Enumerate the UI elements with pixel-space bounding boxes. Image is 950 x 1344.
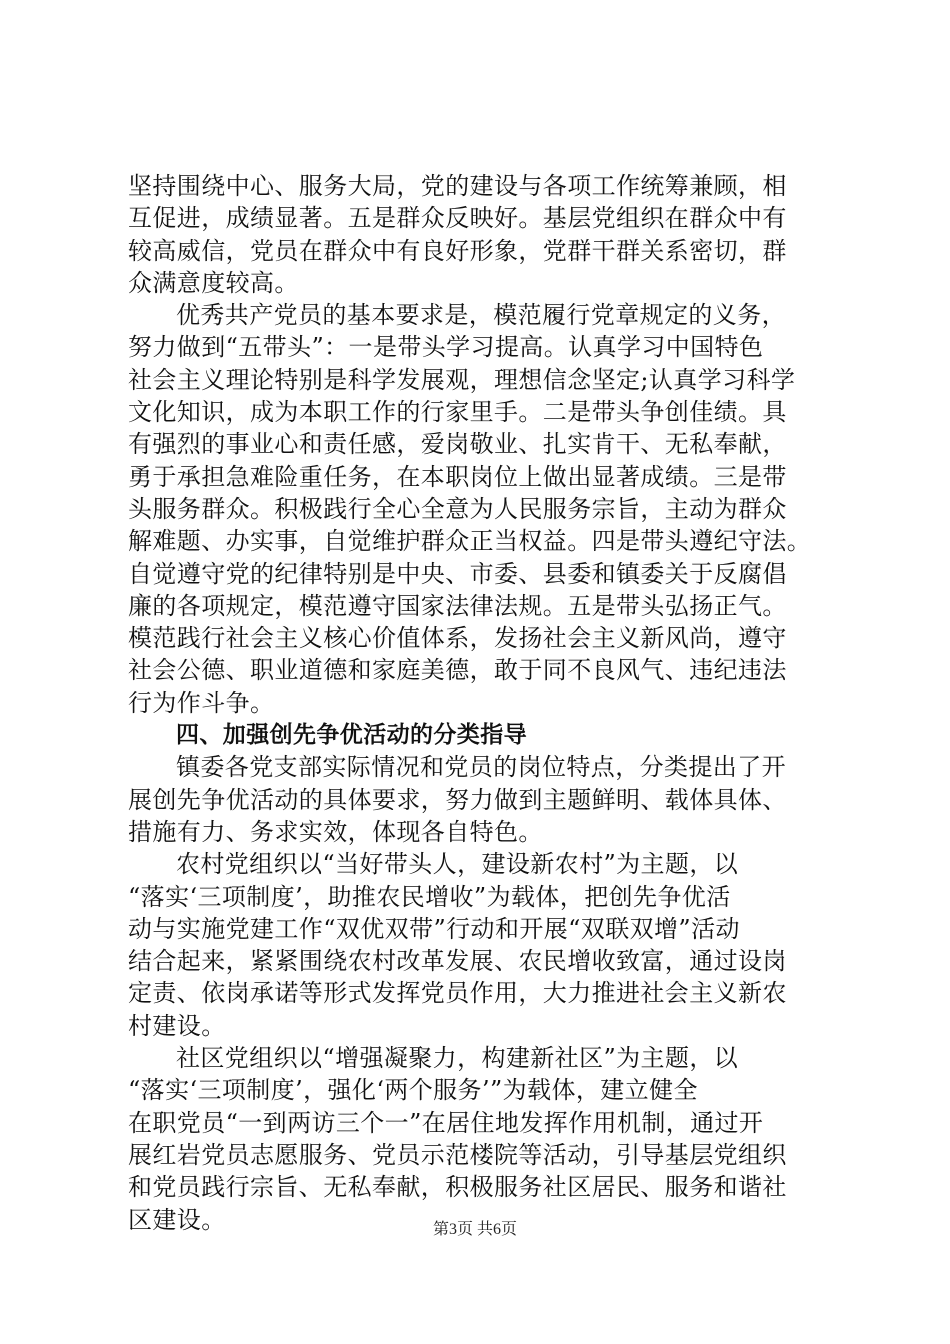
text-line: “落实‘三项制度’，助推农民增收”为载体，把创先争优活 — [128, 882, 731, 911]
text-line: 村建设。 — [128, 1011, 226, 1040]
text-line: 镇委各党支部实际情况和党员的岗位特点，分类提出了开 — [176, 753, 786, 782]
text-line: 头服务群众。积极践行全心全意为人民服务宗旨，主动为群众 — [128, 494, 787, 523]
text-line: 自觉遵守党的纪律特别是中央、市委、县委和镇委关于反腐倡 — [128, 559, 787, 588]
text-line: 结合起来，紧紧围绕农村改革发展、农民增收致富，通过设岗 — [128, 947, 787, 976]
text-line: 社会公德、职业道德和家庭美德，敢于同不良风气、违纪违法 — [128, 656, 787, 685]
text-line: 区建设。 — [128, 1205, 226, 1234]
text-line: 展红岩党员志愿服务、党员示范楼院等活动，引导基层党组织 — [128, 1140, 787, 1169]
text-line: 社会主义理论特别是科学发展观，理想信念坚定;认真学习科学 — [128, 365, 796, 394]
document-body — [128, 170, 840, 1236]
text-line: 文化知识，成为本职工作的行家里手。二是带头争创佳绩。具 — [128, 398, 787, 427]
text-line: 在职党员“一到两访三个一”在居住地发挥作用机制，通过开 — [128, 1108, 764, 1137]
text-line: 互促进，成绩显著。五是群众反映好。基层党组织在群众中有 — [128, 204, 787, 233]
text-line: 努力做到“五带头”：一是带头学习提高。认真学习中国特色 — [128, 333, 764, 362]
text-line: 动与实施党建工作“双优双带”行动和开展“双联双增”活动 — [128, 914, 740, 943]
text-line: 措施有力、务求实效，体现各自特色。 — [128, 817, 543, 846]
text-line: 行为作斗争。 — [128, 688, 275, 717]
text-line: 坚持围绕中心、服务大局，党的建设与各项工作统筹兼顾，相 — [128, 172, 787, 200]
text-line: 农村党组织以“当好带头人，建设新农村”为主题，以 — [176, 850, 739, 879]
text-line: 展创先争优活动的具体要求，努力做到主题鲜明、载体具体、 — [128, 785, 787, 814]
text-line: 模范践行社会主义核心价值体系，发扬社会主义新风尚，遵守 — [128, 624, 787, 653]
text-line: 优秀共产党员的基本要求是，模范履行党章规定的义务， — [176, 301, 786, 330]
section-heading: 四、加强创先争优活动的分类指导 — [176, 722, 527, 749]
text-line: 廉的各项规定，模范遵守国家法律法规。五是带头弘扬正气。 — [128, 591, 787, 620]
text-line: 定责、依岗承诺等形式发挥党员作用，大力推进社会主义新农 — [128, 979, 787, 1008]
text-line: “落实‘三项制度’，强化‘两个服务’”为载体，建立健全 — [128, 1076, 698, 1105]
text-line: 勇于承担急难险重任务，在本职岗位上做出显著成绩。三是带 — [128, 462, 787, 491]
text-line: 众满意度较高。 — [128, 268, 299, 297]
text-line: 较高威信，党员在群众中有良好形象，党群干群关系密切，群 — [128, 236, 787, 265]
text-line: 有强烈的事业心和责任感，爱岗敬业、扎实肯干、无私奉献， — [128, 430, 787, 459]
text-line: 解难题、办实事，自觉维护群众正当权益。四是带头遵纪守法。 — [128, 527, 812, 556]
page-footer: 第3页 共6页 — [432, 1221, 517, 1238]
text-line: 社区党组织以“增强凝聚力，构建新社区”为主题，以 — [176, 1044, 739, 1073]
text-line: 和党员践行宗旨、无私奉献，积极服务社区居民、服务和谐社 — [128, 1173, 787, 1202]
